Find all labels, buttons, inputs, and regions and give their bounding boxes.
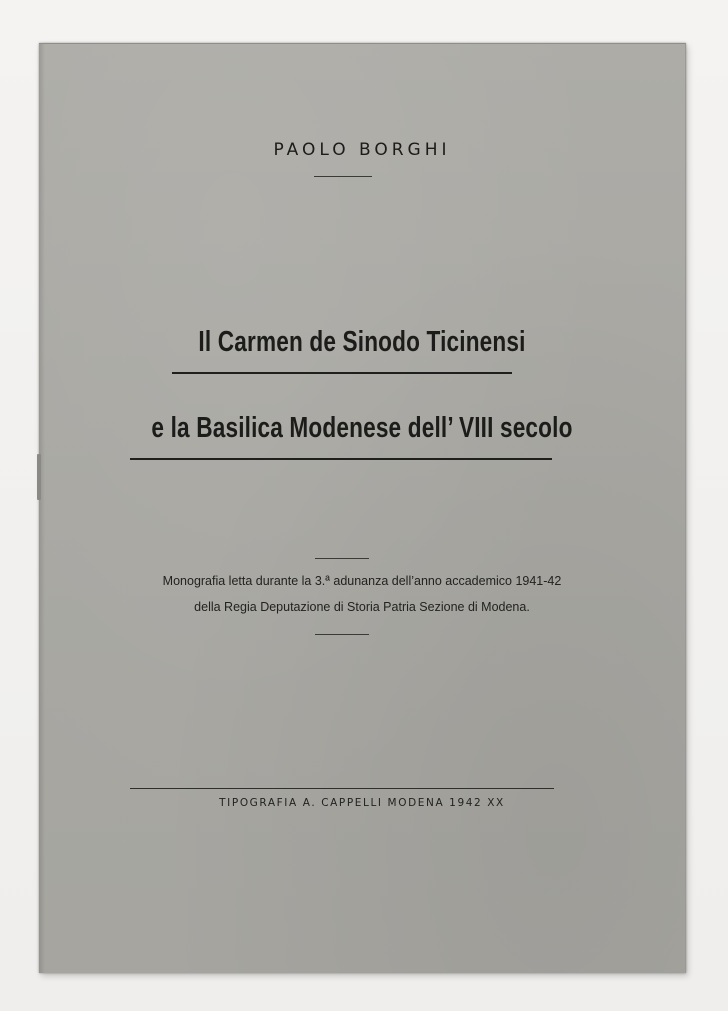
title-line-2: e la Basilica Modenese dell’ VIII secolo (151, 412, 573, 444)
subtitle-divider-bottom (315, 634, 369, 635)
imprint-rule (130, 788, 554, 789)
title-underline-1 (172, 372, 512, 374)
author-divider (314, 176, 372, 177)
staple-mark (37, 454, 41, 500)
title-underline-2 (130, 458, 552, 460)
booklet-cover (39, 43, 686, 973)
spine-shadow (39, 44, 45, 973)
title-line-1: Il Carmen de Sinodo Ticinensi (198, 326, 526, 358)
author-name: PAOLO BORGHI (273, 140, 451, 160)
subtitle-line-2: della Regia Deputazione di Storia Patria Sezione di Modena. (194, 600, 530, 614)
subtitle-line-1: Monografia letta durante la 3.ª adunanza dell’anno accademico 1941-42 (162, 574, 562, 588)
printer-imprint: TIPOGRAFIA A. CAPPELLI MODENA 1942 XX (219, 797, 505, 809)
subtitle-divider-top (315, 558, 369, 559)
